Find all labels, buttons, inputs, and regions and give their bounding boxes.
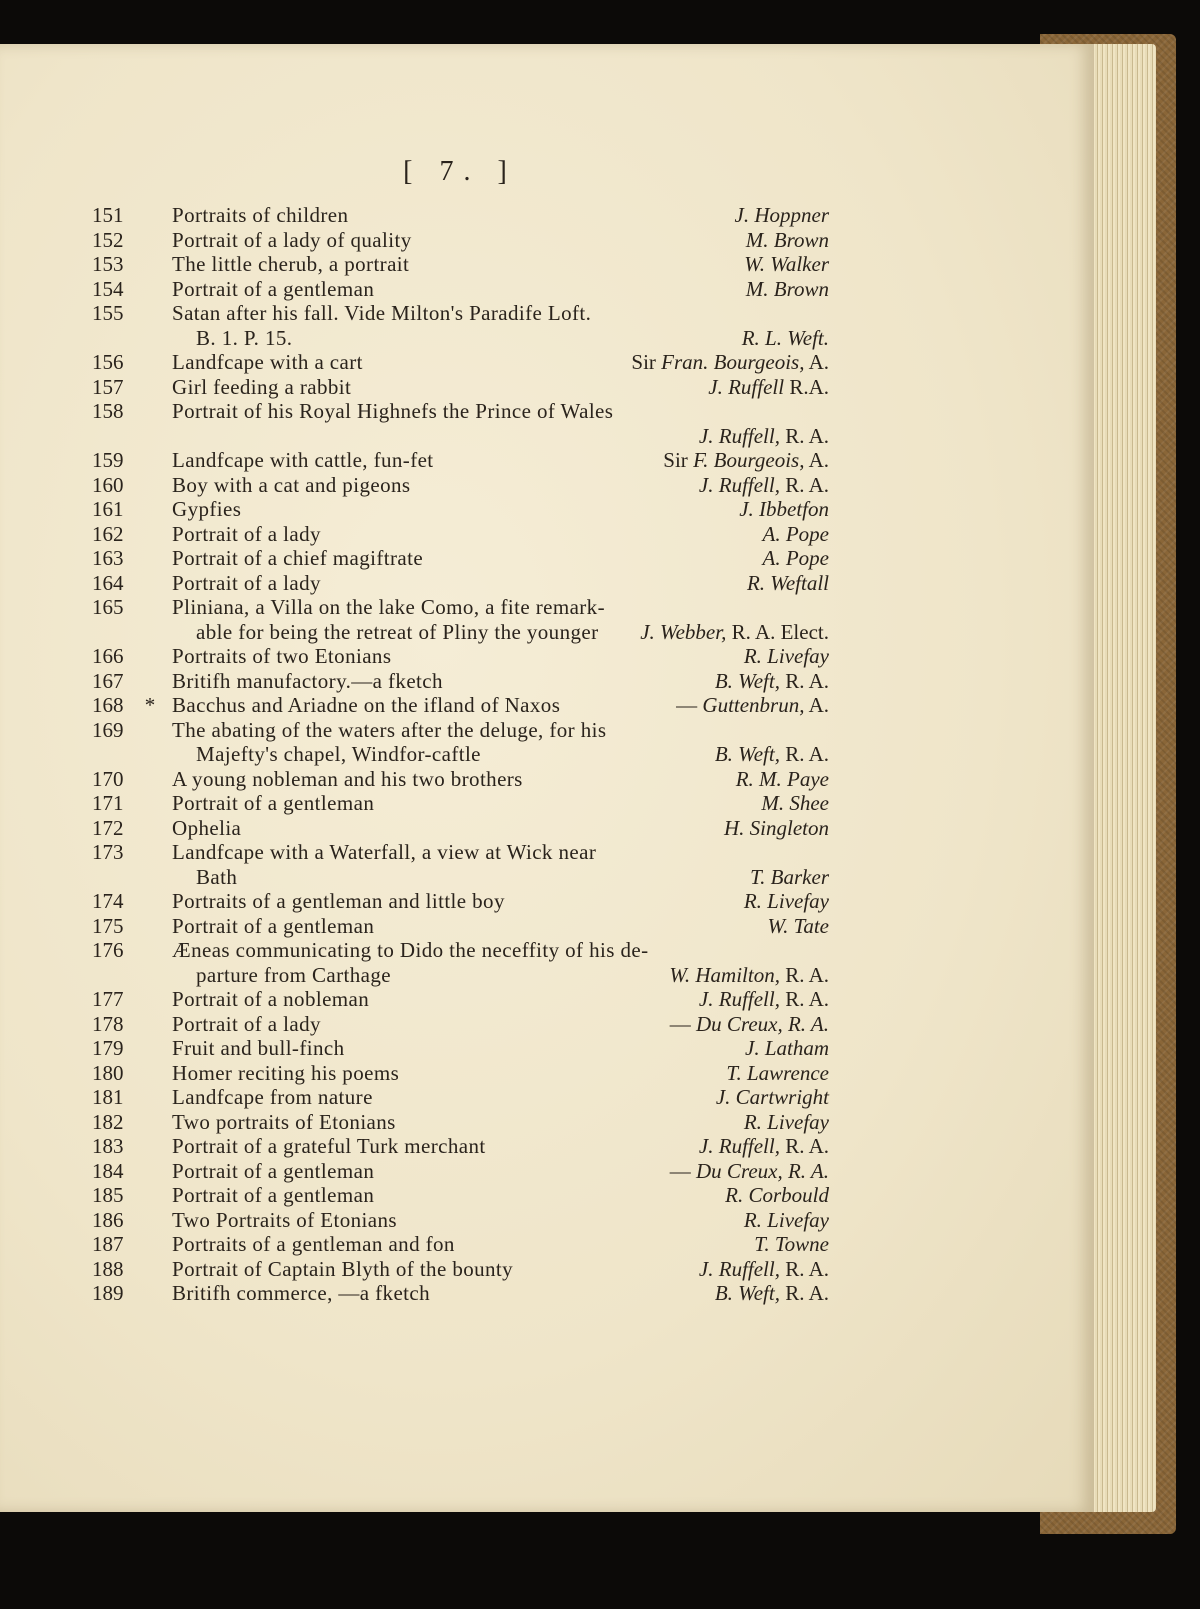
- artist-name: M. Shee: [761, 791, 829, 815]
- entry-title: Portraits of children: [172, 203, 349, 227]
- entry-artist: [746, 227, 829, 253]
- entry-number: 184: [92, 1158, 124, 1183]
- entry-number: 152: [92, 227, 124, 252]
- artist-prefix: —: [669, 1011, 697, 1036]
- entry-number: 182: [92, 1109, 124, 1134]
- list-item: [0, 472, 1094, 498]
- entry-title: Landfcape with a cart: [172, 350, 363, 374]
- artist-suffix: R.A.: [784, 374, 829, 399]
- entry-number: 172: [92, 815, 124, 840]
- list-item: [0, 986, 1094, 1012]
- artist-name: J. Ruffell,: [698, 1134, 780, 1158]
- entry-artist: [744, 1109, 829, 1135]
- entry-title: Two portraits of Etonians: [172, 1109, 396, 1134]
- entry-artist: [750, 864, 829, 890]
- entry-artist: [747, 570, 829, 596]
- entry-title: Portrait of a gentleman: [172, 913, 375, 938]
- list-item: [0, 251, 1094, 277]
- entry-number: 180: [92, 1060, 124, 1085]
- entry-number: 177: [92, 987, 124, 1011]
- artist-name: F. Bourgeois,: [693, 448, 805, 472]
- list-item-continuation: [0, 619, 1094, 645]
- list-item: [0, 1182, 1094, 1208]
- entry-artist: [754, 1231, 829, 1257]
- artist-name: R. Livefay: [743, 1109, 829, 1134]
- entry-artist: [744, 251, 829, 277]
- entry-title: The little cherub, a portrait: [172, 252, 410, 276]
- artist-prefix: Sir: [631, 350, 662, 374]
- entry-number: 169: [92, 717, 124, 742]
- artist-prefix: Sir: [663, 448, 694, 472]
- artist-name: R. Livefay: [743, 644, 829, 668]
- entry-artist: [735, 202, 829, 228]
- list-item: [0, 496, 1094, 522]
- list-item: [0, 521, 1094, 547]
- entry-artist: [716, 1084, 829, 1110]
- artist-name: M. Brown: [745, 227, 829, 252]
- list-item: [0, 1231, 1094, 1257]
- list-item: [0, 913, 1094, 939]
- entry-number: 163: [92, 546, 124, 570]
- entry-title-continuation: Bath: [196, 864, 238, 889]
- artist-name: B. Weft,: [714, 1281, 780, 1305]
- artist-name: J. Latham: [745, 1036, 829, 1060]
- entry-artist: [699, 423, 829, 449]
- artist-suffix: R. A.: [779, 1256, 829, 1281]
- entry-artist: [744, 1207, 829, 1233]
- artist-name: W. Tate: [767, 913, 829, 938]
- artist-name: Guttenbrun,: [702, 693, 805, 717]
- artist-name: B. Weft,: [714, 668, 780, 693]
- entry-number: 174: [92, 889, 124, 913]
- entry-number: 170: [92, 766, 124, 791]
- entry-artist: [676, 692, 829, 718]
- entry-title: Æneas communicating to Dido the neceffity of his de-: [172, 938, 649, 962]
- entry-number: 179: [92, 1036, 124, 1060]
- list-item: [0, 398, 1094, 424]
- entry-number: 176: [92, 938, 124, 962]
- artist-name: W. Walker: [744, 252, 829, 276]
- entry-number: 173: [92, 840, 124, 864]
- artist-prefix: —: [676, 693, 703, 717]
- artist-name: J. Cartwright: [715, 1085, 829, 1109]
- entry-title: Bacchus and Ariadne on the ifland of Naxos: [172, 693, 561, 717]
- artist-prefix: —: [669, 1158, 697, 1183]
- list-item: [0, 1109, 1094, 1135]
- entry-artist: [744, 888, 829, 914]
- entry-number: 185: [92, 1183, 124, 1207]
- entry-artist: [715, 741, 829, 767]
- list-item: [0, 839, 1094, 865]
- list-item: [0, 717, 1094, 743]
- artist-name: R. Livefay: [743, 1207, 829, 1232]
- entry-title: Landfcape from nature: [172, 1085, 373, 1109]
- entry-number: 188: [92, 1256, 124, 1281]
- artist-name: A. Pope: [762, 521, 829, 546]
- list-item: [0, 668, 1094, 694]
- list-item-continuation: [0, 962, 1094, 988]
- list-item: [0, 227, 1094, 253]
- entry-title: Two Portraits of Etonians: [172, 1207, 397, 1232]
- list-item: [0, 1207, 1094, 1233]
- entry-title: Portrait of a gentleman: [172, 791, 375, 815]
- entry-artist: [726, 1060, 829, 1086]
- entry-title: Portrait of Captain Blyth of the bounty: [172, 1256, 514, 1281]
- artist-name: H. Singleton: [724, 815, 829, 840]
- entry-number: 159: [92, 448, 124, 472]
- list-item: [0, 643, 1094, 669]
- entry-artist: [768, 913, 829, 939]
- entry-title: Portrait of a gentleman: [172, 1183, 375, 1207]
- list-item: [0, 570, 1094, 596]
- list-item: [0, 692, 1094, 718]
- artist-suffix: R. A. Elect.: [726, 619, 829, 644]
- list-item: [0, 1133, 1094, 1159]
- list-item: [0, 790, 1094, 816]
- entry-artist: [669, 962, 829, 988]
- artist-name: R. Corbould: [725, 1183, 829, 1207]
- entry-title: Gypfies: [172, 497, 242, 521]
- artist-name: J. Ruffell,: [698, 1256, 780, 1281]
- artist-suffix: A.: [804, 350, 829, 374]
- entry-number: 186: [92, 1207, 124, 1232]
- entry-number: 165: [92, 595, 124, 619]
- entry-artist: [699, 986, 829, 1012]
- entry-number: 154: [92, 276, 124, 301]
- artist-name: J. Ruffell,: [698, 423, 780, 448]
- entry-artist: [763, 545, 829, 571]
- entry-star-mark: *: [144, 693, 156, 717]
- entry-number: 189: [92, 1281, 124, 1305]
- entry-artist: [742, 325, 829, 351]
- entry-title: Satan after his fall. Vide Milton's Paradife Loft.: [172, 301, 592, 325]
- entry-artist: [761, 790, 829, 816]
- entry-number: 151: [92, 203, 124, 227]
- list-item: [0, 300, 1094, 326]
- entry-artist: [763, 521, 829, 547]
- entry-number: 178: [92, 1011, 124, 1036]
- artist-name: T. Lawrence: [726, 1060, 829, 1085]
- artist-name: B. Weft,: [714, 742, 780, 766]
- entry-number: 166: [92, 644, 124, 668]
- list-item: [0, 545, 1094, 571]
- list-item: [0, 1256, 1094, 1282]
- artist-name: J. Ruffell: [708, 374, 785, 399]
- entry-artist: [715, 1280, 829, 1306]
- list-item: [0, 276, 1094, 302]
- entry-number: 158: [92, 399, 124, 423]
- entry-title: Pliniana, a Villa on the lake Como, a fite remark-: [172, 595, 605, 619]
- entry-number: 153: [92, 252, 124, 276]
- entry-artist: [631, 349, 829, 375]
- list-item: [0, 349, 1094, 375]
- entry-title: Britifh commerce, —a fketch: [172, 1281, 431, 1305]
- entry-title: Portraits of a gentleman and little boy: [172, 889, 505, 913]
- entry-number: 167: [92, 668, 124, 693]
- entry-title: Landfcape with cattle, fun-fet: [172, 448, 434, 472]
- list-item: [0, 937, 1094, 963]
- list-item: [0, 1035, 1094, 1061]
- entry-artist: [699, 1256, 829, 1282]
- artist-suffix: A.: [804, 693, 829, 717]
- artist-name: R. Livefay: [743, 889, 829, 913]
- list-item: [0, 1011, 1094, 1037]
- list-item: [0, 1060, 1094, 1086]
- entry-number: 171: [92, 791, 124, 815]
- entry-number: 162: [92, 521, 124, 546]
- entry-title: Portrait of a lady: [172, 521, 321, 546]
- list-item: [0, 815, 1094, 841]
- artist-name: Fran. Bourgeois,: [661, 350, 805, 374]
- list-item: [0, 594, 1094, 620]
- catalogue-page: [0, 44, 1094, 1512]
- entry-title: Portraits of a gentleman and fon: [172, 1232, 455, 1256]
- list-item: [0, 447, 1094, 473]
- entry-number: 181: [92, 1085, 124, 1109]
- entry-number: 187: [92, 1232, 124, 1256]
- artist-name: R. M. Paye: [735, 766, 829, 791]
- list-item: [0, 202, 1094, 228]
- entry-number: 157: [92, 374, 124, 399]
- entry-title: Portrait of a lady: [172, 570, 321, 595]
- artist-suffix: R. A.: [779, 987, 829, 1011]
- entry-number: 175: [92, 913, 124, 938]
- entry-number: 168: [92, 693, 124, 717]
- artist-name: R. Weftall: [746, 570, 829, 595]
- entry-artist: [746, 276, 829, 302]
- list-item-continuation: [0, 423, 1094, 449]
- entry-number: 155: [92, 301, 124, 325]
- artist-suffix: R. A.: [779, 423, 829, 448]
- list-item: [0, 1158, 1094, 1184]
- entry-title: Britifh manufactory.—a fketch: [172, 668, 443, 693]
- artist-name: J. Hoppner: [734, 203, 829, 227]
- list-item-continuation: [0, 325, 1094, 351]
- entry-artist: [736, 766, 829, 792]
- list-item-continuation: [0, 864, 1094, 890]
- entry-number: 183: [92, 1134, 124, 1158]
- artist-name: J. Ruffell,: [698, 987, 780, 1011]
- entry-number: 160: [92, 472, 124, 497]
- artist-name: Du Creux, R. A.: [696, 1158, 829, 1183]
- entry-title: Portrait of a nobleman: [172, 987, 370, 1011]
- artist-name: T. Barker: [750, 864, 829, 889]
- entry-artist: [744, 643, 829, 669]
- entry-title: Boy with a cat and pigeons: [172, 472, 411, 497]
- artist-suffix: R. A.: [779, 472, 829, 497]
- entry-artist: [670, 1011, 829, 1037]
- entry-artist: [663, 447, 829, 473]
- artist-name: T. Towne: [754, 1232, 829, 1256]
- artist-suffix: R. A.: [779, 668, 829, 693]
- entry-title: Portrait of a lady of quality: [172, 227, 412, 252]
- artist-suffix: R. A.: [779, 962, 829, 987]
- binding-mark: [548, 1512, 560, 1520]
- entry-artist: [708, 374, 829, 400]
- artist-suffix: R. A.: [779, 1134, 829, 1158]
- entry-artist: [670, 1158, 829, 1184]
- artist-name: J. Ibbetfon: [739, 497, 829, 521]
- artist-name: J. Webber,: [640, 619, 727, 644]
- entry-title: The abating of the waters after the deluge, for his: [172, 717, 607, 742]
- entry-title-continuation: parture from Carthage: [196, 962, 391, 987]
- artist-suffix: R. A.: [779, 742, 829, 766]
- entry-title: Ophelia: [172, 815, 242, 840]
- entry-title: Portraits of two Etonians: [172, 644, 392, 668]
- page-number: [ 7. ]: [403, 156, 517, 187]
- entry-artist: [715, 668, 829, 694]
- artist-name: J. Ruffell,: [698, 472, 780, 497]
- entry-title-continuation: Majefty's chapel, Windfor-caftle: [196, 742, 481, 766]
- list-item: [0, 1280, 1094, 1306]
- entry-title: Girl feeding a rabbit: [172, 374, 352, 399]
- entry-artist: [640, 619, 829, 645]
- entry-number: 156: [92, 350, 124, 374]
- entry-title: Portrait of a chief magiftrate: [172, 546, 424, 570]
- entry-title: A young nobleman and his two brothers: [172, 766, 523, 791]
- list-item: [0, 374, 1094, 400]
- entry-artist: [724, 815, 829, 841]
- entry-title: Portrait of a lady: [172, 1011, 321, 1036]
- page-text: [0, 44, 1094, 1512]
- entry-number: 164: [92, 570, 124, 595]
- entry-artist: [739, 496, 829, 522]
- entry-title: Portrait of a grateful Turk merchant: [172, 1134, 486, 1158]
- entry-title: Portrait of his Royal Highnefs the Prince of Wales: [172, 399, 614, 423]
- entry-artist: [745, 1035, 829, 1061]
- list-item: [0, 888, 1094, 914]
- artist-suffix: A.: [804, 448, 829, 472]
- list-item: [0, 1084, 1094, 1110]
- artist-name: Du Creux, R. A.: [696, 1011, 829, 1036]
- artist-name: M. Brown: [745, 276, 829, 301]
- artist-name: W. Hamilton,: [669, 962, 780, 987]
- entry-title-continuation: B. 1. P. 15.: [196, 325, 293, 350]
- entry-title-continuation: able for being the retreat of Pliny the younger: [196, 619, 599, 644]
- entry-artist: [725, 1182, 829, 1208]
- entry-title: Portrait of a gentleman: [172, 1158, 375, 1183]
- entry-number: 161: [92, 497, 124, 521]
- artist-name: A. Pope: [762, 546, 829, 570]
- list-item: [0, 766, 1094, 792]
- entry-title: Portrait of a gentleman: [172, 276, 375, 301]
- entry-artist: [699, 1133, 829, 1159]
- artist-name: R. L. Weft.: [741, 325, 829, 350]
- list-item-continuation: [0, 741, 1094, 767]
- entry-title: Fruit and bull-finch: [172, 1036, 345, 1060]
- artist-suffix: R. A.: [779, 1281, 829, 1305]
- entry-title: Homer reciting his poems: [172, 1060, 400, 1085]
- entry-title: Landfcape with a Waterfall, a view at Wick near: [172, 840, 597, 864]
- entry-artist: [699, 472, 829, 498]
